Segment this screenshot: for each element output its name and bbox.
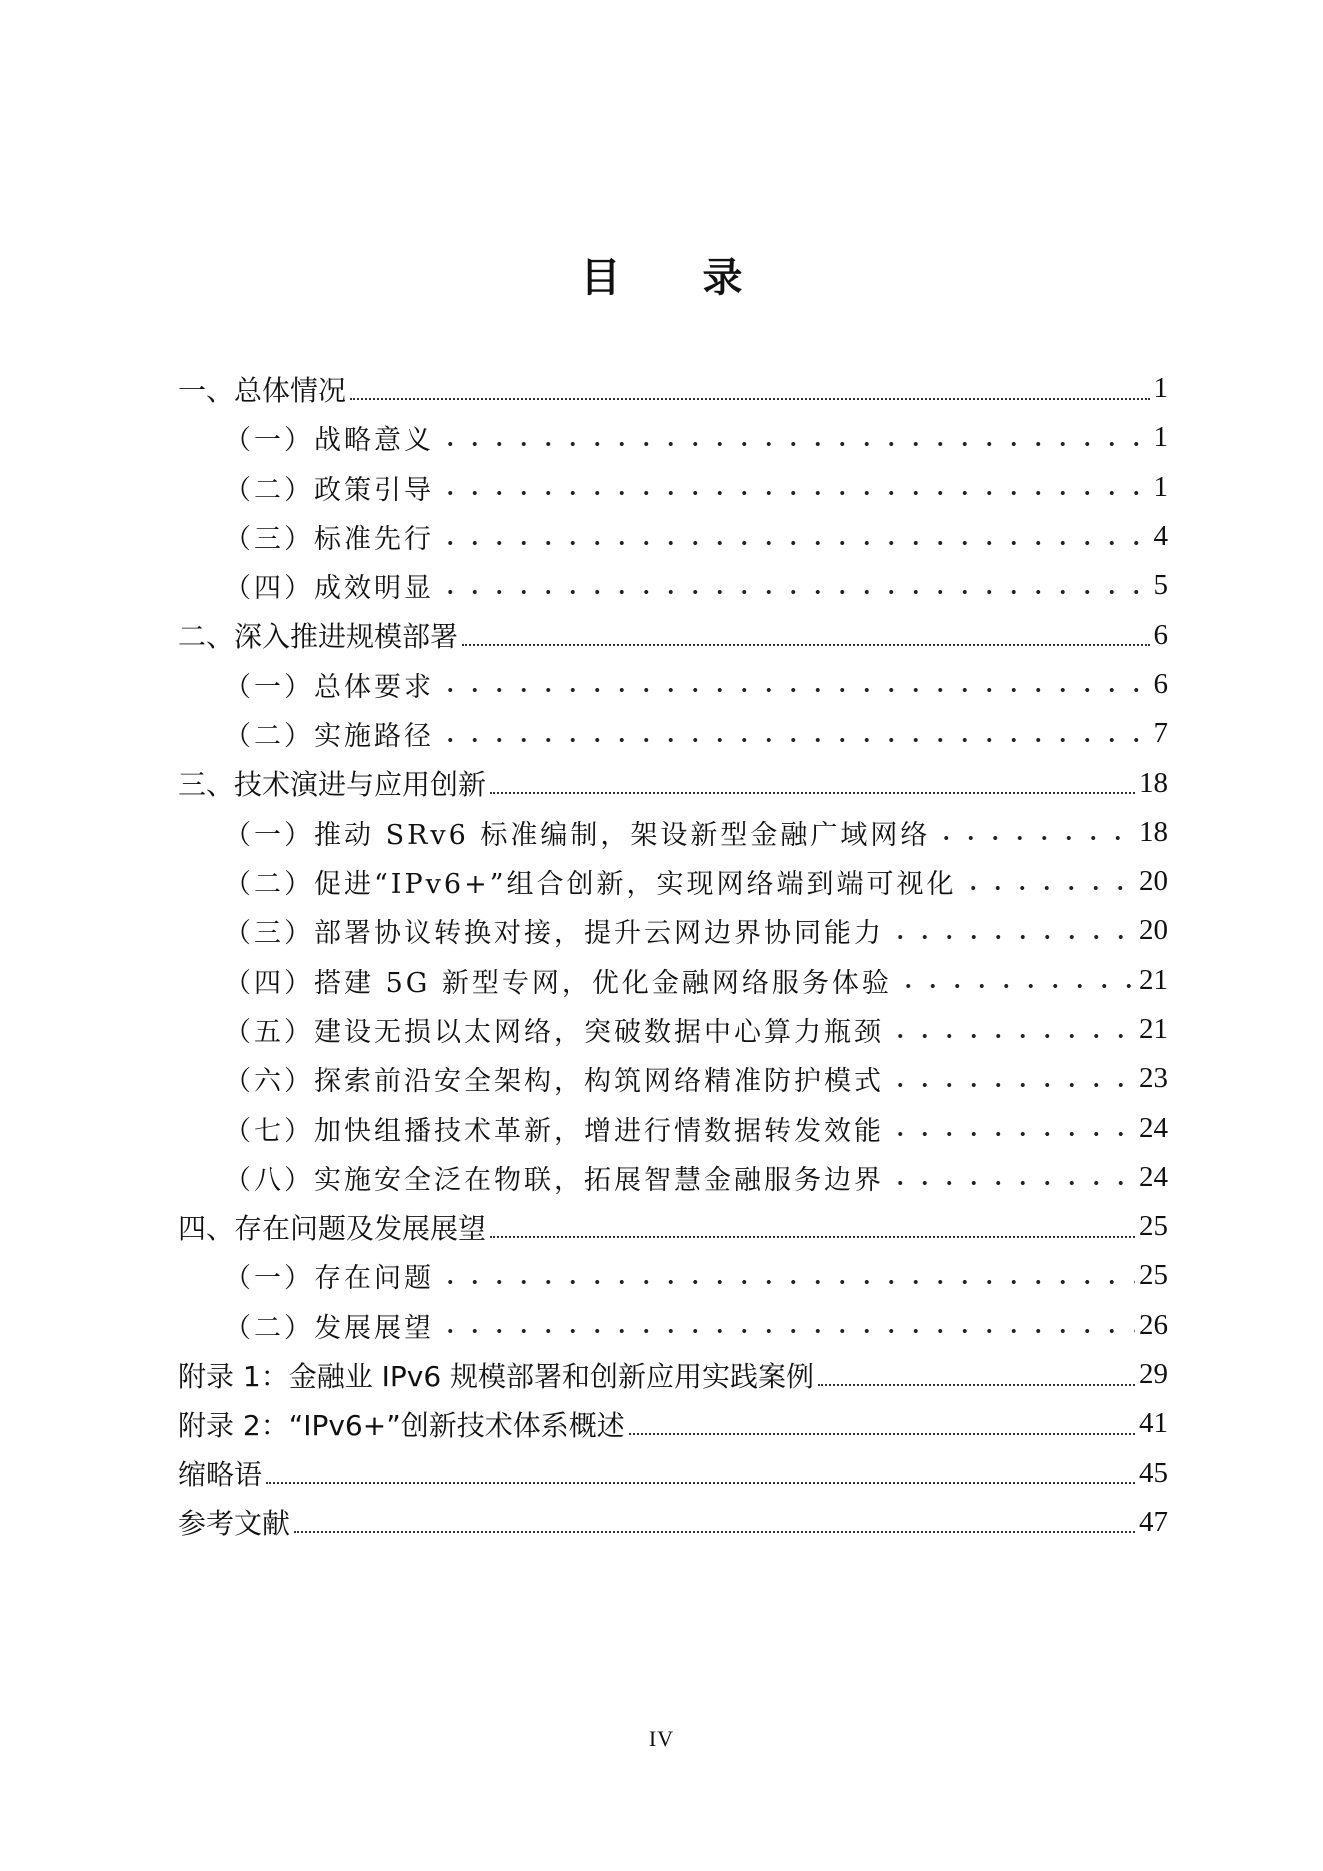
toc-entry-label: （六）探索前沿安全架构，构筑网络精准防护模式 [224,1066,884,1098]
toc-entry-page: 23 [1139,1062,1168,1095]
dot-leader [438,1278,1135,1286]
toc-entry-page: 1 [1153,470,1168,503]
toc-entry-page: 25 [1139,1210,1168,1243]
toc-entry-label: （五）建设无损以太网络，突破数据中心算力瓶颈 [224,1017,884,1048]
toc-entry-label: （二）促进“IPv6+”组合创新，实现网络端到端可视化 [224,869,957,901]
toc-entry[interactable] [178,364,1168,413]
toc-entry-page: 47 [1139,1505,1168,1538]
toc-entry-page: 7 [1153,717,1168,750]
dot-leader [888,933,1135,941]
toc-entry-page: 1 [1153,372,1168,405]
toc-entry[interactable] [178,1449,1168,1498]
dot-leader [294,1531,1135,1533]
page-title: 目 录 [580,255,777,301]
dot-leader [438,539,1150,547]
dot-leader [438,440,1150,448]
toc-entry-page: 20 [1139,865,1168,898]
toc-entry-label: 参考文献 [178,1507,291,1541]
toc-entry[interactable] [178,808,1168,857]
toc-entry-label: （三）标准先行 [224,524,434,556]
dot-leader [438,489,1150,497]
toc-entry-label: （一）推动 SRv6 标准编制，架设新型金融广域网络 [224,819,931,851]
dot-leader [490,792,1135,794]
toc-entry[interactable] [178,857,1168,906]
toc-entry[interactable] [178,1350,1168,1399]
toc-entry[interactable] [178,1399,1168,1448]
dot-leader [934,834,1135,842]
toc-entry-label: （二）政策引导 [224,474,434,506]
toc-entry[interactable] [178,906,1168,955]
toc-entry[interactable] [178,1054,1168,1103]
toc-entry-page: 1 [1153,421,1168,454]
toc-entry-page: 5 [1153,569,1168,602]
toc-entry-label: 三、技术演进与应用创新 [178,768,487,802]
toc-entry-page: 18 [1139,766,1168,799]
toc-entry[interactable] [178,1005,1168,1054]
toc-entry[interactable] [178,758,1168,807]
toc-entry[interactable] [178,1202,1168,1251]
dot-leader [266,1482,1135,1484]
toc-entry[interactable] [178,1103,1168,1152]
toc-entry-page: 25 [1139,1259,1168,1292]
toc-entry-page: 45 [1139,1456,1168,1489]
toc-entry-label: （一）总体要求 [224,671,434,703]
page-number: IV [648,1726,675,1751]
toc-entry[interactable] [178,1251,1168,1300]
dot-leader [961,884,1136,892]
toc-entry[interactable] [178,660,1168,709]
dot-leader [888,1081,1135,1089]
toc-entry[interactable] [178,1301,1168,1350]
toc-entry[interactable] [178,1153,1168,1202]
toc-entry-label: （一）战略意义 [224,425,434,457]
toc-entry-page: 41 [1139,1407,1168,1440]
dot-leader [490,1236,1135,1238]
toc-entry-label: 四、存在问题及发展展望 [178,1211,487,1245]
toc-entry-page: 24 [1139,1111,1168,1144]
dot-leader [896,982,1135,990]
dot-leader [438,686,1150,694]
toc-entry-page: 6 [1153,667,1168,700]
dot-leader [438,736,1150,744]
toc-entry-label: （二）发展展望 [224,1312,434,1344]
toc-entry-label: （七）加快组播技术革新，增进行情数据转发效能 [224,1115,884,1147]
toc-entry-page: 18 [1139,815,1168,848]
toc-entry[interactable] [178,610,1168,659]
toc-entry-label: （一）存在问题 [224,1263,434,1295]
toc-entry[interactable] [178,561,1168,610]
dot-leader [438,588,1150,596]
toc-entry-page: 4 [1153,520,1168,553]
toc-entry-page: 26 [1139,1308,1168,1341]
toc-entry-page: 21 [1139,963,1168,996]
toc-entry-label: （八）实施安全泛在物联，拓展智慧金融服务边界 [224,1164,884,1196]
toc-entry-label: 缩略语 [178,1458,263,1492]
dot-leader [888,1179,1135,1187]
toc-entry-label: （四）搭建 5G 新型专网，优化金融网络服务体验 [224,967,892,999]
toc-entry-page: 24 [1139,1160,1168,1193]
toc-entry[interactable] [178,1498,1168,1547]
dot-leader [629,1433,1135,1435]
toc-entry-label: 附录 2：“IPv6+”创新技术体系概述 [178,1408,625,1442]
toc-entry-label: 附录 1：金融业 IPv6 规模部署和创新应用实践案例 [178,1359,815,1393]
toc-entry[interactable] [178,413,1168,462]
dot-leader [818,1384,1135,1386]
toc-entry-page: 29 [1139,1358,1168,1391]
toc-entry-label: （四）成效明显 [224,573,434,605]
toc-entry-label: （三）部署协议转换对接，提升云网边界协同能力 [224,918,884,950]
toc-entry[interactable] [178,956,1168,1005]
table-of-contents [178,364,1168,1547]
toc-entry-page: 21 [1139,1013,1168,1045]
toc-entry[interactable] [178,512,1168,561]
dot-leader [350,398,1149,400]
toc-entry-page: 6 [1153,618,1168,651]
toc-entry[interactable] [178,709,1168,758]
toc-entry[interactable] [178,463,1168,512]
toc-entry-label: 二、深入推进规模部署 [178,620,459,654]
dot-leader [888,1130,1135,1138]
dot-leader [462,644,1149,646]
toc-entry-label: （二）实施路径 [224,721,434,753]
dot-leader [888,1032,1135,1040]
toc-entry-page: 20 [1139,914,1168,947]
dot-leader [438,1327,1135,1335]
toc-entry-label: 一、总体情况 [178,373,347,407]
